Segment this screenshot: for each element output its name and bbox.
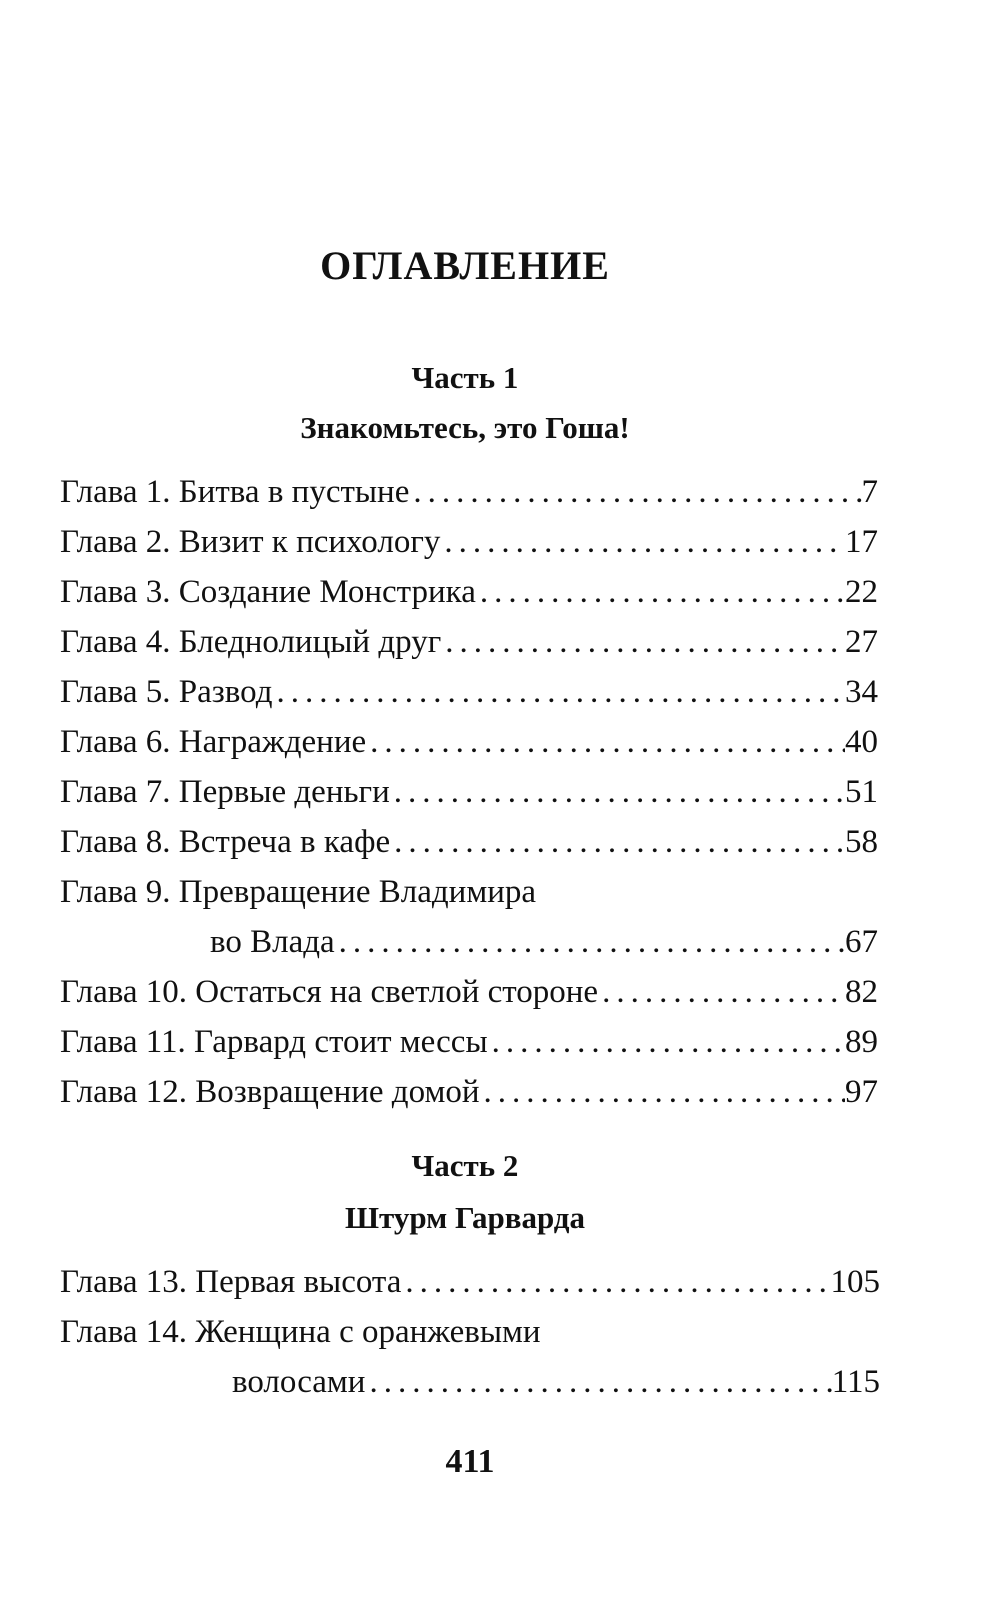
page-title: ОГЛАВЛЕНИЕ bbox=[320, 243, 610, 288]
toc-entry-chapter-13[interactable] bbox=[60, 1264, 880, 1308]
dot-leader bbox=[394, 774, 845, 811]
dot-leader bbox=[413, 474, 861, 511]
chapter-title: Глава 11. Гарвард стоит мессы bbox=[60, 1024, 488, 1060]
chapter-title: Глава 10. Остаться на светлой стороне bbox=[60, 974, 599, 1010]
toc-entry-chapter-12[interactable] bbox=[60, 1074, 878, 1118]
chapter-title: Глава 3. Создание Монстрика bbox=[60, 574, 476, 610]
toc-entry-chapter-10[interactable] bbox=[60, 974, 878, 1018]
chapter-page-number: 7 bbox=[861, 474, 878, 510]
toc-entry-chapter-14-continuation[interactable] bbox=[232, 1364, 880, 1408]
dot-leader bbox=[394, 824, 845, 861]
dot-leader bbox=[370, 724, 845, 761]
chapter-title: Глава 6. Награждение bbox=[60, 724, 367, 760]
chapter-page-number: 27 bbox=[845, 624, 878, 660]
chapter-page-number: 51 bbox=[845, 774, 878, 810]
chapter-title: Глава 13. Первая высота bbox=[60, 1264, 402, 1300]
chapter-page-number: 58 bbox=[845, 824, 878, 860]
part-1-subtitle: Знакомьтесь, это Гоша! bbox=[300, 410, 630, 445]
dot-leader bbox=[405, 1264, 830, 1301]
chapter-title: Глава 8. Встреча в кафе bbox=[60, 824, 391, 860]
chapter-title: Глава 1. Битва в пустыне bbox=[60, 474, 410, 510]
chapter-page-number: 67 bbox=[845, 924, 878, 960]
part-2-heading: Часть 2 bbox=[411, 1148, 519, 1183]
dot-leader bbox=[445, 624, 845, 661]
chapter-title: Глава 14. Женщина с оранжевыми bbox=[60, 1314, 541, 1350]
chapter-title: Глава 9. Превращение Владимира bbox=[60, 874, 537, 910]
part-1-heading: Часть 1 bbox=[411, 360, 519, 395]
chapter-title: Глава 12. Возвращение домой bbox=[60, 1074, 480, 1110]
chapter-page-number: 82 bbox=[845, 974, 878, 1010]
toc-entry-chapter-7[interactable] bbox=[60, 774, 878, 818]
chapter-title: Глава 2. Визит к психологу bbox=[60, 524, 441, 560]
chapter-title: Глава 5. Развод bbox=[60, 674, 273, 710]
toc-entry-chapter-8[interactable] bbox=[60, 824, 878, 868]
chapter-page-number: 97 bbox=[845, 1074, 878, 1110]
dot-leader bbox=[277, 674, 846, 711]
chapter-page-number: 40 bbox=[845, 724, 878, 760]
chapter-page-number: 17 bbox=[845, 524, 878, 560]
chapter-title-continuation: во Влада bbox=[210, 924, 335, 960]
dot-leader bbox=[492, 1024, 845, 1061]
chapter-page-number: 115 bbox=[831, 1364, 880, 1400]
chapter-title: Глава 7. Первые деньги bbox=[60, 774, 390, 810]
chapter-page-number: 34 bbox=[845, 674, 878, 710]
toc-entry-chapter-3[interactable] bbox=[60, 574, 878, 618]
toc-entry-chapter-11[interactable] bbox=[60, 1024, 878, 1068]
chapter-title-continuation: волосами bbox=[232, 1364, 366, 1400]
toc-entry-chapter-14[interactable] bbox=[60, 1314, 880, 1358]
toc-entry-chapter-5[interactable] bbox=[60, 674, 878, 718]
dot-leader bbox=[602, 974, 845, 1011]
toc-entry-chapter-9-continuation[interactable] bbox=[210, 924, 878, 968]
toc-entry-chapter-2[interactable] bbox=[60, 524, 878, 568]
toc-entry-chapter-9[interactable] bbox=[60, 874, 878, 918]
part-2-subtitle: Штурм Гарварда bbox=[345, 1200, 585, 1235]
toc-entry-chapter-1[interactable] bbox=[60, 474, 878, 518]
dot-leader bbox=[480, 574, 845, 611]
dot-leader bbox=[339, 924, 845, 961]
chapter-page-number: 89 bbox=[845, 1024, 878, 1060]
dot-leader bbox=[444, 524, 845, 561]
dot-leader bbox=[369, 1364, 831, 1401]
page-number: 411 bbox=[445, 1443, 495, 1480]
chapter-page-number: 22 bbox=[845, 574, 878, 610]
toc-entry-chapter-6[interactable] bbox=[60, 724, 878, 768]
chapter-page-number: 105 bbox=[830, 1264, 880, 1300]
dot-leader bbox=[484, 1074, 845, 1111]
chapter-title: Глава 4. Бледнолицый друг bbox=[60, 624, 442, 660]
toc-entry-chapter-4[interactable] bbox=[60, 624, 878, 668]
